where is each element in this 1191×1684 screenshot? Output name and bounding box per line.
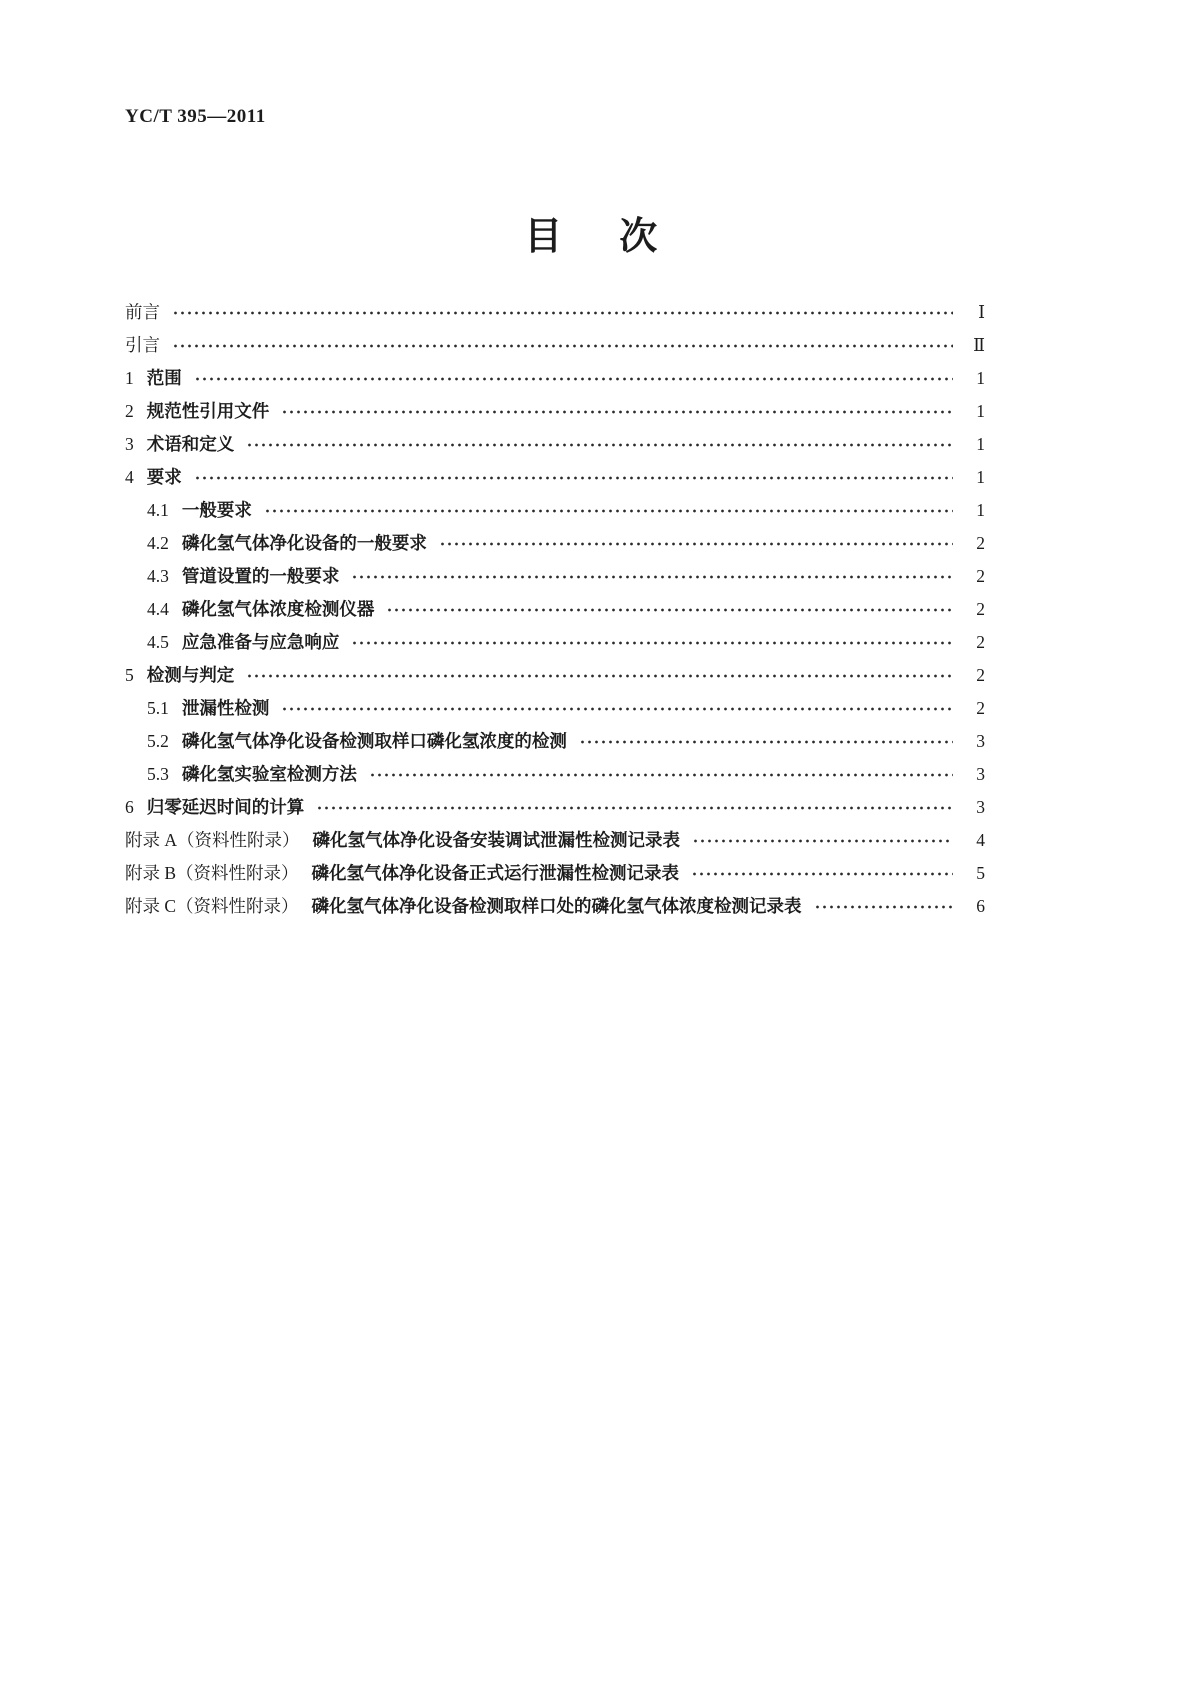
toc-dotted-leader [264,509,953,513]
toc-entry-label [125,362,182,395]
toc-entry-label [125,461,182,494]
toc-entry [125,395,985,428]
toc-dotted-leader [194,476,953,480]
toc-entry-number: 5 [125,665,134,685]
toc-entry-label [125,395,269,428]
toc-entry [125,593,985,626]
toc-entry-number: 4.5 [147,632,169,652]
toc-entry [125,791,985,824]
toc-entry-label [125,626,339,659]
toc-entry-title: 磷化氢气体净化设备检测取样口磷化氢浓度的检测 [181,731,567,751]
toc-title: 目 次 [524,216,667,258]
toc-entry [125,527,985,560]
toc-entry-title: 应急准备与应急响应 [181,632,340,652]
toc-entry [125,692,985,725]
toc-entry [125,758,985,791]
toc-entry-number: 5.1 [147,698,169,718]
toc-entry-page: 3 [976,797,985,817]
toc-entry-title: 范围 [146,368,182,388]
toc-dotted-leader [369,773,953,777]
toc-entry-label [125,329,160,362]
toc-entry-label [125,593,374,626]
toc-entry [125,725,985,758]
toc-entry-page: 4 [976,830,985,850]
toc-entry-label [125,725,567,758]
toc-entry [125,494,985,527]
toc-entry-label [125,791,304,824]
toc-dotted-leader [439,542,953,546]
toc-entry-title: 磷化氢气体净化设备的一般要求 [181,533,427,553]
toc-entry-label [125,659,234,692]
toc-entry-number: 4.2 [147,533,169,553]
toc-entry-page: 3 [976,731,985,751]
toc-entry-number: 引言 [125,335,160,355]
toc-entry-title: 磷化氢气体净化设备安装调试泄漏性检测记录表 [312,830,681,850]
toc-entry-page: Ⅱ [973,335,985,355]
toc-entry-number: 4.3 [147,566,169,586]
toc-dotted-leader [194,377,953,381]
toc-entry-label [125,692,269,725]
toc-entry-number: 附录 C（资料性附录） [125,896,299,916]
toc-entry-title: 管道设置的一般要求 [181,566,340,586]
toc-dotted-leader [172,311,953,315]
toc-dotted-leader [316,806,953,810]
toc-entry [125,857,985,890]
toc-entry-page: 6 [976,896,985,916]
toc-entry [125,824,985,857]
toc-entry [125,659,985,692]
toc-entry-label [125,428,234,461]
toc-entry-title: 磷化氢气体浓度检测仪器 [181,599,375,619]
toc-dotted-leader [351,641,953,645]
toc-entry-label [125,857,679,890]
toc-entry-page: 1 [976,401,985,421]
toc-dotted-leader [172,344,953,348]
toc-dotted-leader [386,608,953,612]
toc-entry-number: 4 [125,467,134,487]
toc-entry-label [125,494,252,527]
toc-entry-number: 6 [125,797,134,817]
toc-entry-page: 5 [976,863,985,883]
toc-entry-page: 2 [976,632,985,652]
toc-entry-page: 2 [976,533,985,553]
toc-entry-title: 规范性引用文件 [146,401,270,421]
toc-entry [125,362,985,395]
toc-dotted-leader [281,410,953,414]
toc-entry-label [125,527,427,560]
toc-entry-number: 2 [125,401,134,421]
toc-entry-label [125,890,802,923]
toc-entry-title: 术语和定义 [146,434,235,454]
toc-dotted-leader [246,674,953,678]
toc-entry-page: 2 [976,698,985,718]
toc-entry-title: 磷化氢气体净化设备检测取样口处的磷化氢气体浓度检测记录表 [311,896,802,916]
toc-dotted-leader [281,707,953,711]
toc-dotted-leader [246,443,953,447]
toc-dotted-leader [579,740,953,744]
toc-entry-number: 前言 [125,302,160,322]
toc-entry-label [125,296,160,329]
toc-entry [125,890,985,923]
toc-entry-page: 3 [976,764,985,784]
toc-entry-number: 5.3 [147,764,169,784]
toc-list [125,296,985,923]
toc-entry-title: 泄漏性检测 [181,698,270,718]
toc-entry [125,560,985,593]
toc-dotted-leader [692,839,953,843]
toc-entry-number: 5.2 [147,731,169,751]
toc-entry [125,461,985,494]
toc-entry-page: 1 [976,368,985,388]
toc-entry-title: 磷化氢气体净化设备正式运行泄漏性检测记录表 [311,863,680,883]
toc-dotted-leader [814,905,953,909]
toc-entry-page: Ⅰ [978,302,985,322]
toc-entry-title: 磷化氢实验室检测方法 [181,764,357,784]
toc-dotted-leader [351,575,953,579]
toc-entry-number: 附录 A（资料性附录） [125,830,300,850]
toc-entry-page: 1 [976,500,985,520]
toc-entry-label [125,560,339,593]
document-number: YC/T 395—2011 [125,106,266,127]
toc-entry-page: 1 [976,434,985,454]
toc-entry-label [125,758,357,791]
toc-entry-number: 4.1 [147,500,169,520]
toc-entry-page: 1 [976,467,985,487]
toc-entry-number: 1 [125,368,134,388]
toc-entry-title: 要求 [146,467,182,487]
toc-entry-title: 归零延迟时间的计算 [146,797,305,817]
toc-entry-page: 2 [976,566,985,586]
toc-entry [125,329,985,362]
toc-dotted-leader [691,872,953,876]
toc-entry-title: 检测与判定 [146,665,235,685]
toc-entry-title: 一般要求 [181,500,252,520]
toc-entry [125,296,985,329]
toc-entry [125,428,985,461]
toc-entry-number: 3 [125,434,134,454]
toc-entry-page: 2 [976,599,985,619]
toc-entry-page: 2 [976,665,985,685]
toc-entry-number: 附录 B（资料性附录） [125,863,299,883]
toc-entry-number: 4.4 [147,599,169,619]
toc-entry [125,626,985,659]
toc-entry-label [125,824,680,857]
